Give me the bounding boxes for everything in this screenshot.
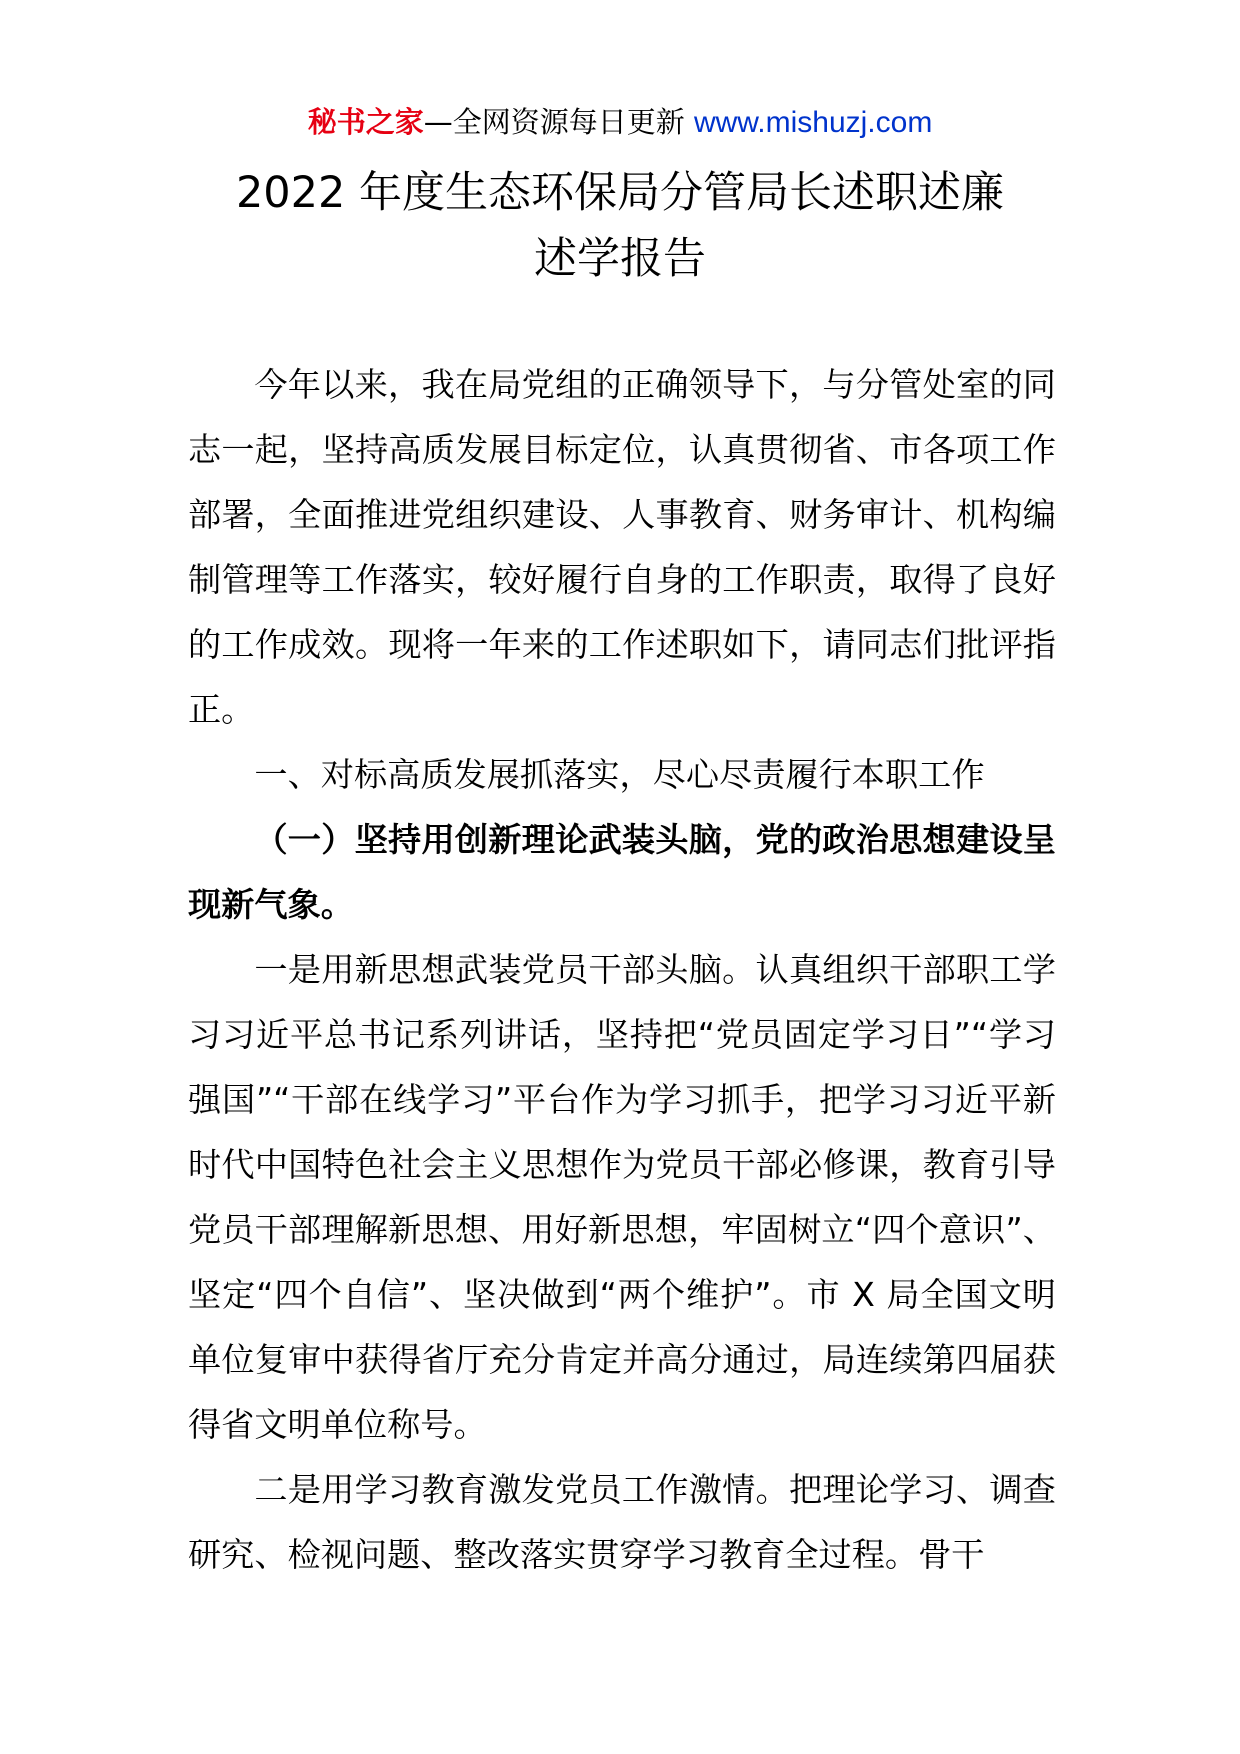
title-line-2: 述学报告	[534, 234, 706, 284]
body-paragraph-1: 一是用新思想武装党员干部头脑。认真组织干部职工学习习近平总书记系列讲话，坚持把“党员固定学习日”“学习强国”“干部在线学习”平台作为学习抓手，把学习习近平新时代中国特色社会主义思想作为党员干部必修课，教育引导党员干部理解新思想、用好新思想，牢固树立“四个意识”、坚定“四个自信”、坚决做到“两个维护”。市 X 局全国文明单位复审中获得省厅充分肯定并高分通过，局连续第四届获得省文明单位称号。	[188, 950, 1056, 1444]
title-line-1: 2022 年度生态环保局分管局长述职述廉	[235, 168, 1005, 218]
document-body	[188, 352, 1056, 1587]
body-paragraph-2: 二是用学习教育激发党员工作激情。把理论学习、调查研究、检视问题、整改落实贯穿学习教育全过程。骨干	[188, 1470, 1056, 1574]
header-tagline: —全网资源每日更新	[423, 105, 685, 139]
intro-paragraph: 今年以来，我在局党组的正确领导下，与分管处室的同志一起，坚持高质发展目标定位，认真贯彻省、市各项工作部署，全面推进党组织建设、人事教育、财务审计、机构编制管理等工作落实，较好履行自身的工作职责，取得了良好的工作成效。现将一年来的工作述职如下，请同志们批评指正。	[188, 365, 1056, 729]
site-url-link[interactable]: www.mishuzj.com	[693, 106, 933, 139]
subsection-heading-1: （一）坚持用创新理论武装头脑，党的政治思想建设呈现新气象。	[188, 820, 1056, 924]
brand-name: 秘书之家	[307, 105, 424, 139]
section-heading-1: 一、对标高质发展抓落实，尽心尽责履行本职工作	[254, 755, 985, 794]
site-header	[0, 102, 1240, 143]
document-title	[0, 160, 1240, 292]
